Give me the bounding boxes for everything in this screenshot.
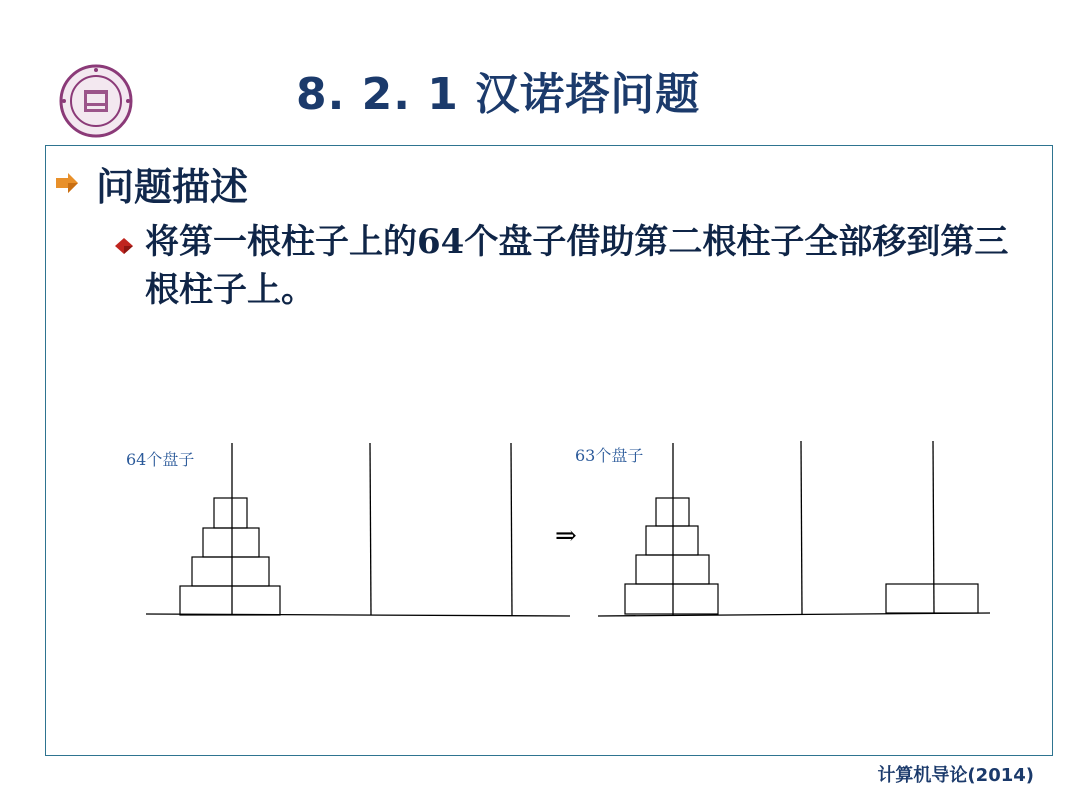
right-disc [646, 526, 698, 555]
problem-description: 将第一根柱子上的64个盘子借助第二根柱子全部移到第三根柱子上。 [145, 222, 1009, 310]
left-disc [192, 557, 269, 586]
right-rod-2 [801, 441, 802, 614]
page-title: 8. 2. 1 汉诺塔问题 [296, 69, 701, 120]
left-disc [203, 528, 259, 557]
left-rod-2 [370, 443, 371, 615]
right-disc-count-label: 63个盘子 [575, 446, 644, 465]
section-heading: 问题描述 [96, 165, 249, 209]
left-disc [180, 586, 280, 615]
left-disc-count-label: 64个盘子 [126, 450, 195, 469]
left-disc [214, 498, 247, 528]
right-rod-3 [933, 441, 934, 613]
footer-course-label: 计算机导论(2014) [877, 765, 1034, 786]
left-rod-3 [511, 443, 512, 616]
moved-disc [886, 584, 978, 613]
right-disc [625, 584, 718, 614]
transition-arrow: ⇒ [555, 521, 577, 551]
